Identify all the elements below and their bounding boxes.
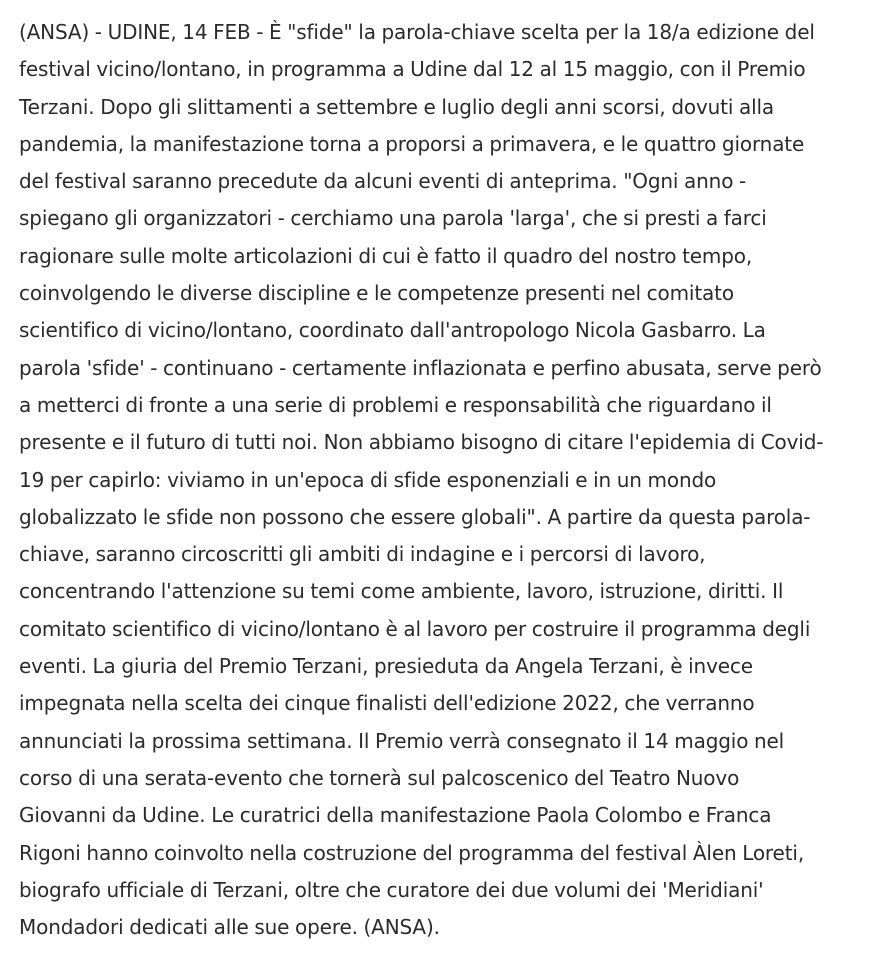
article-line: festival vicino/lontano, in programma a Udine dal 12 al 15 maggio, con il Premio [19,57,806,82]
article-line: Terzani. Dopo gli slittamenti a settembre e luglio degli anni scorsi, dovuti alla [19,94,775,119]
article-line: coinvolgendo le diverse discipline e le competenze presenti nel comitato [19,281,734,306]
article-line: eventi. La giuria del Premio Terzani, presieduta da Angela Terzani, è invece [19,654,753,679]
article-line: spiegano gli organizzatori - cerchiamo una parola 'larga', che si presti a farci [19,206,767,231]
article-line: parola 'sfide' - continuano - certamente inflazionata e perfino abusata, serve però [19,355,822,380]
article-line: globalizzato le sfide non possono che essere globali". A partire da questa parola- [19,504,811,529]
article-line: Giovanni da Udine. Le curatrici della manifestazione Paola Colombo e Franca [19,803,772,828]
article-line: chiave, saranno circoscritti gli ambiti di indagine e i percorsi di lavoro, [19,542,706,567]
article-line: scientifico di vicino/lontano, coordinato dall'antropologo Nicola Gasbarro. La [19,318,766,343]
article-line: comitato scientifico di vicino/lontano è al lavoro per costruire il programma degli [19,616,811,641]
article-line: ragionare sulle molte articolazioni di cui è fatto il quadro del nostro tempo, [19,243,753,268]
article-line: a metterci di fronte a una serie di problemi e responsabilità che riguardano il [19,392,772,417]
article-line: Rigoni hanno coinvolto nella costruzione del programma del festival Àlen Loreti, [19,840,805,865]
article-line: concentrando l'attenzione su temi come ambiente, lavoro, istruzione, diritti. Il [19,579,784,604]
article-line: pandemia, la manifestazione torna a proporsi a primavera, e le quattro giornate [19,131,805,156]
article-line: 19 per capirlo: viviamo in un'epoca di sfide esponenziali e in un mondo [19,467,717,492]
article-line: del festival saranno precedute da alcuni eventi di anteprima. "Ogni anno - [19,169,747,194]
article-line: impegnata nella scelta dei cinque finalisti dell'edizione 2022, che verranno [19,691,755,716]
article-line: (ANSA) - UDINE, 14 FEB - È "sfide" la parola-chiave scelta per la 18/a edizione del [19,20,815,44]
article-line: biografo ufficiale di Terzani, oltre che curatore dei due volumi dei 'Meridiani' [19,877,764,902]
article-line: corso di una serata-evento che tornerà sul palcoscenico del Teatro Nuovo [19,765,740,790]
article-line: Mondadori dedicati alle sue opere. (ANSA). [19,915,440,940]
article-body [19,14,883,946]
article-line: presente e il futuro di tutti noi. Non abbiamo bisogno di citare l'epidemia di Covid- [19,430,824,455]
article-line: annunciati la prossima settimana. Il Premio verrà consegnato il 14 maggio nel [19,728,785,753]
